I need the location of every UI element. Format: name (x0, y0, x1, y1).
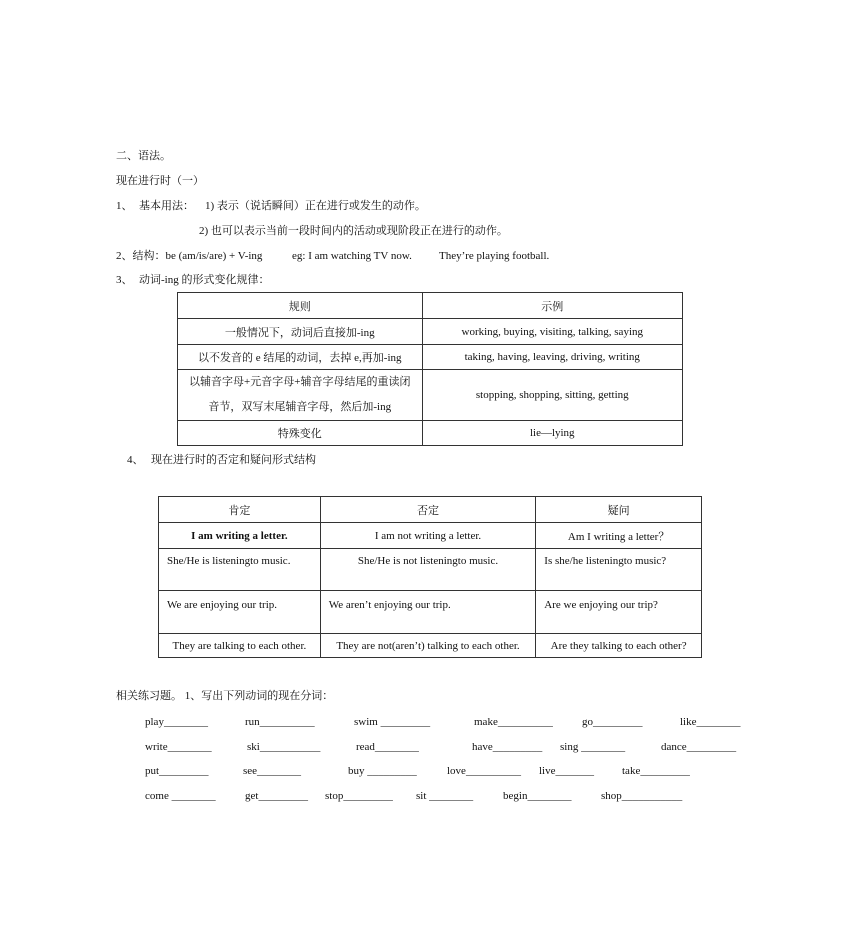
rules-header-rule: 规则 (178, 293, 423, 319)
affirmative-cell: They are talking to each other. (159, 634, 321, 658)
forms-header-negative: 否定 (320, 497, 536, 523)
item2-structure: 2、结构：be (am/is/are) + V-ing (116, 250, 263, 262)
exercise-word: shop___________ (601, 790, 683, 802)
example-cell: lie—lying (422, 421, 682, 446)
question-cell: Am I writing a letter？ (536, 523, 702, 549)
exercise-word: take_________ (622, 765, 690, 777)
item4-label: 4、 (127, 454, 144, 466)
exercise-word: buy _________ (348, 765, 417, 777)
affirmative-cell: I am writing a letter. (159, 523, 321, 549)
exercise-word: live_______ (539, 765, 594, 777)
table-row (178, 370, 683, 421)
rule-cell: 一般情况下，动词后直接加-ing (178, 319, 423, 345)
affirmative-cell: We are enjoying our trip. (159, 591, 321, 634)
item1-use1: 1) 表示（说话瞬间）正在进行或发生的动作。 (205, 200, 426, 212)
item1-use2: 2) 也可以表示当前一段时间内的活动或现阶段正在进行的动作。 (199, 225, 508, 237)
section-heading: 二、语法。 (116, 150, 171, 162)
rule-cell: 特殊变化 (178, 421, 423, 446)
example-cell: stopping, shopping, sitting, getting (422, 370, 682, 421)
question-cell: Are we enjoying our trip? (536, 591, 702, 634)
exercise-word: like________ (680, 716, 741, 728)
negative-cell: We aren’t enjoying our trip. (320, 591, 536, 634)
exercise-word: put_________ (145, 765, 209, 777)
exercise-word: begin________ (503, 790, 572, 802)
exercise-word: have_________ (472, 741, 543, 753)
exercise-word: play________ (145, 716, 208, 728)
exercise-word: love__________ (447, 765, 521, 777)
negative-cell: She/He is not listeningto music. (320, 549, 536, 591)
forms-header-question: 疑问 (536, 497, 702, 523)
table-row (178, 319, 683, 345)
negative-cell: I am not writing a letter. (320, 523, 536, 549)
table-row (178, 293, 683, 319)
question-cell: Is she/he listeningto music? (536, 549, 702, 591)
example-cell: taking, having, leaving, driving, writing (422, 345, 682, 370)
item1-label: 1、 (116, 200, 133, 212)
exercise-word: sit ________ (416, 790, 474, 802)
table-row (178, 345, 683, 370)
question-cell: Are they talking to each other? (536, 634, 702, 658)
negative-cell: They are not(aren’t) talking to each other. (320, 634, 536, 658)
rule-cell: 以不发音的 e 结尾的动词，去掉 e,再加-ing (178, 345, 423, 370)
exercise-word: sing ________ (560, 741, 626, 753)
table-row (159, 523, 702, 549)
rules-table (177, 292, 683, 446)
exercise-word: write________ (145, 741, 212, 753)
item3-label: 3、 (116, 274, 133, 286)
table-row (159, 549, 702, 591)
exercise-word: get_________ (245, 790, 308, 802)
exercise-word: come ________ (145, 790, 216, 802)
forms-header-affirmative: 肯定 (159, 497, 321, 523)
exercise-word: go_________ (582, 716, 643, 728)
table-row (159, 497, 702, 523)
item4-text: 现在进行时的否定和疑问形式结构 (151, 454, 316, 466)
exercise-word: swim _________ (354, 716, 431, 728)
affirmative-cell: She/He is listeningto music. (159, 549, 321, 591)
exercise-word: ski___________ (247, 741, 321, 753)
exercise-word: see________ (243, 765, 302, 777)
rules-header-example: 示例 (422, 293, 682, 319)
exercise-intro: 相关练习题。 1、写出下列动词的现在分词： (116, 690, 334, 702)
example-cell: working, buying, visiting, talking, saying (422, 319, 682, 345)
item1-prefix: 基本用法： (139, 200, 194, 212)
exercise-word: read________ (356, 741, 419, 753)
table-row (159, 634, 702, 658)
table-row (178, 421, 683, 446)
item2-example2: They’re playing football. (439, 250, 550, 262)
rule-cell: 以辅音字母+元音字母+辅音字母结尾的重读闭音节，双写末尾辅音字母，然后加-ing (178, 370, 423, 421)
exercise-word: dance_________ (661, 741, 737, 753)
forms-table (158, 496, 702, 658)
table-row (159, 591, 702, 634)
exercise-word: run__________ (245, 716, 315, 728)
topic-title: 现在进行时（一） (116, 175, 204, 187)
item3-text: 动词-ing 的形式变化规律： (139, 274, 270, 286)
item2-example1: eg: I am watching TV now. (292, 250, 412, 262)
exercise-word: stop_________ (325, 790, 393, 802)
exercise-word: make__________ (474, 716, 553, 728)
